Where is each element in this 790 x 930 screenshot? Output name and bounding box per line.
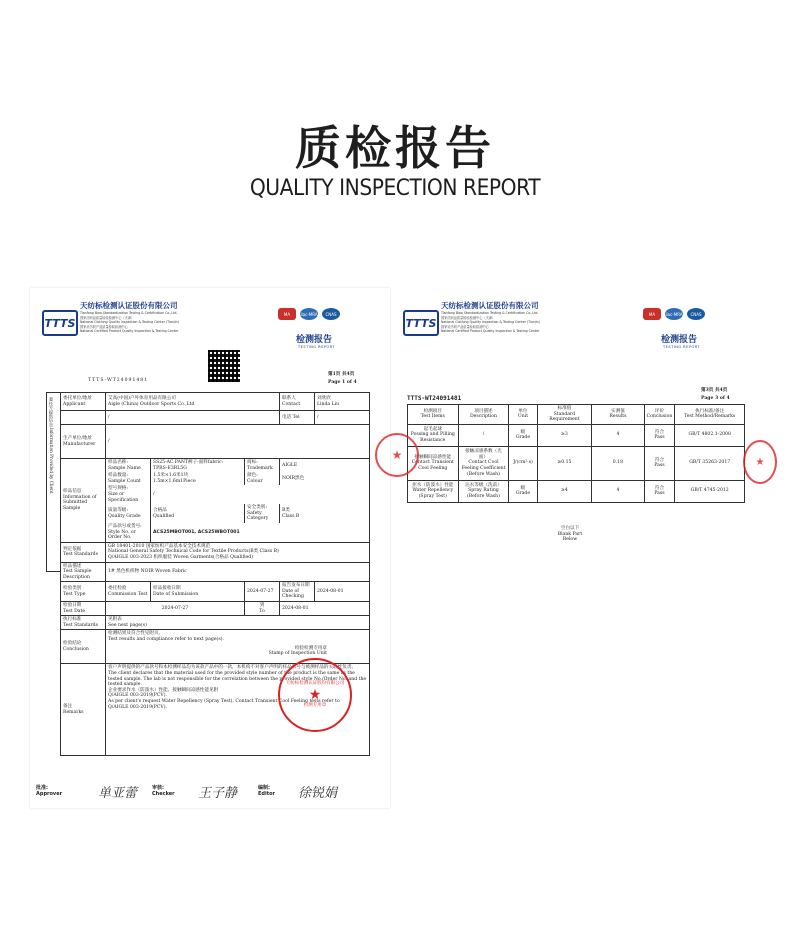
report-page-3 bbox=[391, 288, 765, 808]
test-date-label: 检验日期 Test Date bbox=[61, 602, 106, 616]
page-title: 质检报告 bbox=[295, 121, 495, 175]
company-header bbox=[441, 300, 621, 333]
editor-label: 编制: Editor bbox=[258, 785, 275, 797]
company-line-4: 国家针纺织产品质量检验检测中心 bbox=[441, 325, 489, 329]
sample-name-label: 样品名称: Sample Name bbox=[106, 459, 151, 473]
cnas-badge-icon: CNAS bbox=[322, 308, 340, 320]
page-number-cn: 第1页 共4页 bbox=[328, 372, 355, 377]
right-edge-stamp bbox=[743, 440, 777, 484]
applicant-address: / bbox=[106, 411, 280, 425]
results-row bbox=[408, 424, 745, 446]
company-line-2: 国家纺织品质量检验检测中心（天津） bbox=[441, 316, 496, 320]
manufacturer-label: 生产单位/地址 Manufacturer bbox=[61, 425, 106, 459]
stamp-note: 检验检测专用章 Stamp of Inspection Unit bbox=[268, 645, 327, 657]
results-header-cell: 实测值 Results bbox=[592, 405, 644, 425]
page-subtitle: QUALITY INSPECTION REPORT bbox=[249, 176, 541, 201]
results-cell: ≥4 bbox=[537, 480, 592, 502]
page-number-cn: 第3页 共4页 bbox=[701, 388, 728, 393]
report-title: 检测报告 bbox=[661, 335, 698, 345]
grade-label: 质量等级: Quality Grade bbox=[106, 504, 151, 523]
contact-value: 刘欣欣 Linda Liu bbox=[315, 393, 370, 411]
results-cell: J/(cm²·s) bbox=[509, 446, 537, 480]
company-line-1: Tianfang Biao Standardization Testing & Certification Co.,Ltd. bbox=[441, 311, 539, 315]
company-line-1: Tianfang Biao Standardization Testing & Certification Co.,Ltd. bbox=[80, 311, 178, 315]
results-cell: 0.18 bbox=[592, 446, 644, 480]
results-cell: ≥0.15 bbox=[537, 446, 592, 480]
ilac-badge-icon: ilac-MRA bbox=[665, 308, 683, 320]
results-table bbox=[407, 404, 745, 503]
client-info-side-panel bbox=[46, 392, 61, 572]
results-cell: 沾水等级（洗前） Spray Rating (Before Wash) bbox=[458, 480, 509, 502]
results-header-cell: 检测项目 Test Items bbox=[408, 405, 459, 425]
company-line-2: 国家纺织品质量检验检测中心（天津） bbox=[80, 316, 135, 320]
results-cell: 4 bbox=[592, 480, 644, 502]
blank-cn: 空白以下 bbox=[560, 526, 580, 531]
receipt-date-label: 样品接收日期 Date of Submission bbox=[151, 582, 245, 602]
issue-date-label: 报告发布日期 Date of Checking bbox=[280, 582, 315, 602]
style-value: ACS25MBOT001, ACS25WBOT001 bbox=[151, 523, 370, 542]
cert-badges bbox=[643, 308, 705, 320]
sample-info-label: 样品信息 Information of Submitted Sample bbox=[61, 459, 106, 543]
standards-label: 判定依据 Test Standards bbox=[61, 542, 106, 562]
report-title: 检测报告 bbox=[296, 335, 333, 345]
sample-desc-value: 1# 黑色机织物 NOIR Woven Fabric bbox=[106, 562, 370, 582]
contact-label: 联系人 Contact bbox=[280, 393, 315, 411]
safety-label: 安全类别: Safety Category bbox=[245, 504, 280, 523]
company-line-5: National Certified Product Quality Inspection & Testing Center bbox=[80, 329, 179, 333]
results-header-row bbox=[408, 405, 745, 425]
editor-signature: 徐锐娟 bbox=[298, 786, 338, 801]
results-cell: GB/T 4802.1-2008 bbox=[675, 424, 745, 446]
company-header bbox=[80, 300, 260, 333]
results-cell: 拒水（防泼水）性能 Water Repellency (Spray Test) bbox=[408, 480, 459, 502]
company-line-3: National Clothing Quality Inspection & Testing Center (Tianjin) bbox=[80, 320, 179, 324]
results-header-cell: 项目描述 Description bbox=[458, 405, 509, 425]
receipt-date-value: 2024-07-27 bbox=[245, 582, 280, 602]
standards-value: GB 18401-2010 国家纺织产品基本安全技术规范 National General Safety Technical Code for Textile Products(B类 Class B) Q/AIGLE 003-2023 机织服装 Woven Garments(合格品 Qualified) bbox=[106, 542, 370, 562]
blank-below bbox=[550, 526, 590, 543]
results-header-cell: 评价 Conclusion bbox=[644, 405, 675, 425]
client-info-vertical-label: 委托方提供信息 Information Provided by Client bbox=[49, 397, 54, 494]
grade-value: 合格品 Qualified bbox=[151, 504, 245, 523]
company-line-4: 国家针纺织产品质量检验检测中心 bbox=[80, 325, 128, 329]
results-cell: 级 Grade bbox=[509, 480, 537, 502]
trademark-label: 商标: Trademark bbox=[245, 459, 280, 473]
company-line-5: National Certified Product Quality Inspection & Testing Center bbox=[441, 329, 540, 333]
conclusion-value: 检测结果及符合性见附页。 Test results and compliance refer to next page(s). bbox=[108, 631, 224, 643]
size-label: 型号规格: Size or Specification bbox=[106, 485, 151, 504]
left-edge-stamp bbox=[375, 433, 419, 477]
sample-desc-label: 样品描述 Test Sample Description bbox=[61, 562, 106, 582]
style-label: 产品款号或货号: Style No. or Order No. bbox=[106, 523, 151, 542]
sample-count-value: 1.5米×1.6米1块 1.5m×1.6m1Piece bbox=[151, 472, 245, 485]
test-type-label: 检验类别 Test Type bbox=[61, 582, 106, 602]
conclusion-cell bbox=[106, 630, 370, 664]
ilac-badge-icon: ilac-MRA bbox=[300, 308, 318, 320]
results-cell: GB/T 35263-2017 bbox=[675, 446, 745, 480]
cma-badge-icon: MA bbox=[278, 308, 296, 320]
page-number-en: Page 1 of 4 bbox=[328, 380, 357, 385]
approver-label: 批准: Approver bbox=[36, 785, 63, 797]
tel-value: / bbox=[315, 411, 370, 425]
issue-date-value: 2024-08-01 bbox=[315, 582, 370, 602]
company-name: 天纺标检测认证股份有限公司 bbox=[80, 301, 178, 310]
report-subtitle: TESTING REPORT bbox=[663, 345, 701, 349]
size-value: / bbox=[151, 485, 370, 504]
colour-label: 颜色: Colour bbox=[245, 472, 280, 485]
sample-count-label: 样品数量: Sample Count bbox=[106, 472, 151, 485]
official-stamp bbox=[278, 658, 352, 732]
blank-en: Blank Part Below bbox=[557, 531, 583, 543]
stamp-star-icon: ★ bbox=[755, 456, 765, 468]
results-cell: 起毛起球 Possing and Pilling Resistance bbox=[408, 424, 459, 446]
report-subtitle: TESTING REPORT bbox=[298, 345, 336, 349]
results-cell: 符合 Pass bbox=[644, 424, 675, 446]
qr-code-icon bbox=[208, 350, 240, 382]
checker-label: 审核: Checker bbox=[152, 785, 175, 797]
sample-name-value: SS25-AC PANT裤子-面料fabric: TPRS-E3RL5G bbox=[151, 459, 245, 473]
stamp-text bbox=[285, 681, 345, 709]
conclusion-label: 检验结论 Conclusion bbox=[61, 630, 106, 664]
cma-badge-icon: MA bbox=[643, 308, 661, 320]
report-number: TTTS-WT24091481 bbox=[407, 395, 462, 402]
company-name: 天纺标检测认证股份有限公司 bbox=[441, 301, 539, 310]
test-type-value: 委托检验 Commission Test bbox=[106, 582, 151, 602]
results-cell: GB/T 4745-2012 bbox=[675, 480, 745, 502]
cnas-badge-icon: CNAS bbox=[687, 308, 705, 320]
stamp-star-icon: ★ bbox=[308, 687, 322, 703]
exec-standard-label: 执行标准 Test Standards bbox=[61, 616, 106, 630]
applicant-label: 委托单位/地址 Applicant bbox=[61, 393, 106, 411]
ttts-logo-icon: TTTS bbox=[42, 310, 78, 336]
results-cell: / bbox=[458, 424, 509, 446]
cert-badges bbox=[278, 308, 340, 320]
results-row bbox=[408, 446, 745, 480]
approver-signature: 单亚蕾 bbox=[98, 786, 138, 801]
results-cell: ≥3 bbox=[537, 424, 592, 446]
ttts-logo-icon: TTTS bbox=[403, 310, 439, 336]
results-cell: 接触瞬间凉感性能 Contact Transient Cool Feeling bbox=[408, 446, 459, 480]
exec-standard-value: 见附表 See next page(s) bbox=[106, 616, 370, 630]
safety-value: B类 Class B bbox=[280, 504, 370, 523]
report-number: TTTS-WT24091481 bbox=[88, 378, 149, 383]
test-date-to: 2024-08-01 bbox=[280, 602, 370, 616]
applicant-value: 艾高(中国)户外体育用品有限公司 Aigle (China) Outdoor Sports Co.,Ltd bbox=[106, 393, 280, 411]
results-row bbox=[408, 480, 745, 502]
test-date-from: 2024-07-27 bbox=[106, 602, 245, 616]
remarks-label: 备注 Remarks bbox=[61, 664, 106, 756]
company-line-3: National Clothing Quality Inspection & Testing Center (Tianjin) bbox=[441, 320, 540, 324]
trademark-value: AIGLE bbox=[280, 459, 370, 473]
results-cell: 符合 Pass bbox=[644, 446, 675, 480]
stamp-company: 天纺标检测认证股份有限公司 bbox=[285, 681, 345, 686]
results-cell: 符合 Pass bbox=[644, 480, 675, 502]
remarks-value: 客户声明提供的产品款号和本检测样品均为该款产品中的一款，本机构不对客户声明的样品款号与被测样品的关联性负责。 The client declares that the material used for the provided style number of the product is the same as the tested sample. The lab is not responsible for the correlation between the provided style No./Order No. and the tested sample. 企业要求作水（防泼水）性能、接触瞬间凉感性能见附 Q/AIGLE 003-2019(PCV). As per client's request Water Repellency (Spray Test), Contact Transient Cool Feeling tests refer to Q/AIGLE 003-2019(PCV). bbox=[106, 664, 370, 756]
results-header-cell: 执行标准/备注 Test Method/Remarks bbox=[675, 405, 745, 425]
test-date-to-label: 到 To bbox=[245, 602, 280, 616]
tel-label: 电话 Tel bbox=[280, 411, 315, 425]
manufacturer-value: / bbox=[106, 425, 370, 459]
report-page-1 bbox=[30, 288, 390, 808]
results-cell: 接触凉感系数（光面） Contact Cool Feeling Coefficient (Before Wash) bbox=[458, 446, 509, 480]
results-header-cell: 单位 Unit bbox=[509, 405, 537, 425]
checker-signature: 王子静 bbox=[198, 786, 238, 801]
results-cell: 4 bbox=[592, 424, 644, 446]
stamp-sub: 检测专用章 bbox=[303, 703, 327, 708]
colour-value: NOIR黑色 bbox=[280, 472, 370, 485]
results-header-cell: 标准值 Standard Requirement bbox=[537, 405, 592, 425]
stamp-star-icon: ★ bbox=[391, 448, 403, 462]
results-cell: 级 Grade bbox=[509, 424, 537, 446]
page-number-en: Page 3 of 4 bbox=[701, 396, 730, 401]
